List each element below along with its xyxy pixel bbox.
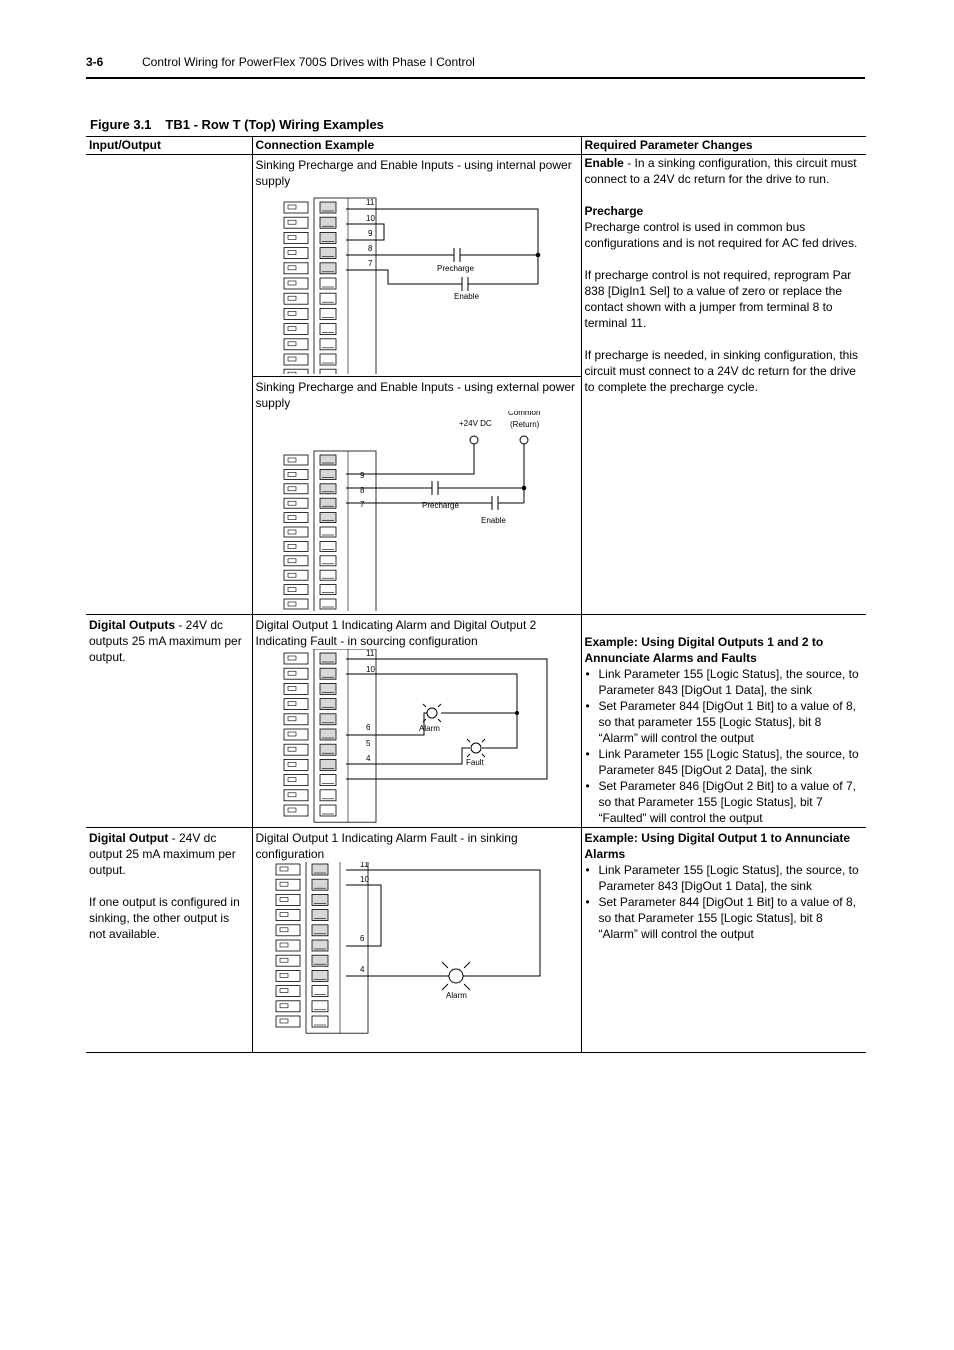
page-number: 3-6 (86, 55, 104, 69)
connection-cell-sourcing (252, 615, 581, 828)
enable-description: - In a sinking configuration, this circuit must connect to a 24V dc return for the drive to run. (584, 156, 857, 186)
io-cell-empty (86, 155, 252, 615)
terminal-screw (312, 910, 328, 921)
terminal-screw (312, 940, 328, 951)
alarm-label: Alarm (418, 724, 440, 733)
table-row (86, 828, 866, 1053)
terminal-screw (320, 513, 336, 523)
table-row (86, 615, 866, 828)
terminal-screw (320, 527, 336, 537)
terminal-screw (320, 775, 336, 786)
terminal-screw (320, 714, 336, 725)
terminal-screw (312, 1016, 328, 1027)
sinking-note: If precharge is needed, in sinking configuration, this circuit must connect to a 24V dc return for the drive to complete the precharge cycle. (584, 348, 858, 394)
terminal-screw (320, 469, 336, 479)
terminal-screw (320, 369, 336, 374)
precharge-label: Precharge (421, 501, 459, 510)
col-header-connection: Connection Example (252, 137, 581, 155)
terminal-screw (320, 744, 336, 755)
junction-dot (521, 486, 526, 491)
common-label: Common (507, 411, 540, 417)
io-term: Digital Outputs (89, 618, 175, 632)
col-header-io: Input/Output (86, 137, 252, 155)
terminal-screw (320, 759, 336, 770)
terminal-screw (320, 570, 336, 580)
header-rule (86, 77, 865, 79)
terminal-screw (320, 455, 336, 465)
terminal-label: 6 (365, 723, 370, 732)
terminal-screw (320, 556, 336, 566)
terminal-label: 5 (365, 739, 370, 748)
io-cell-digital-outputs (86, 615, 252, 828)
enable-label: Enable (453, 292, 479, 301)
terminal-screw (320, 263, 336, 274)
terminal-screw (320, 805, 336, 816)
junction-dot (535, 253, 540, 258)
example-caption: Sinking Precharge and Enable Inputs - using internal power supply (255, 158, 572, 188)
table-row (86, 155, 866, 377)
io-description: - 24V dc outputs 25 mA maximum per output. (89, 618, 242, 664)
fault-label: Fault (465, 758, 484, 767)
list-item: • Set Parameter 844 [DigOut 1 Bit] to a value of 8, so that Parameter 155 [Logic Status], bit 8 “Alarm” will control the output (599, 894, 864, 942)
table-header-row (86, 137, 866, 155)
wiring-diagram-sinking (256, 862, 576, 1042)
params-cell-output (581, 828, 866, 1053)
reprogram-note: If precharge control is not required, reprogram Par 838 [DigIn1 Sel] to a value of zero or replace the contact shown with a jumper from terminal 8 to terminal 11. (584, 268, 852, 330)
terminal-label: 11 (365, 198, 374, 207)
terminal-screw (320, 248, 336, 259)
terminal-screw (320, 202, 336, 213)
terminal-screw (320, 293, 336, 304)
list-item: • Set Parameter 846 [DigOut 2 Bit] to a value of 7, so that Parameter 155 [Logic Status], bit 7 “Faulted” will control the output (599, 778, 864, 826)
terminal-label: 7 (367, 259, 372, 268)
terminal-label: 10 (359, 875, 369, 884)
enable-term: Enable (584, 156, 624, 170)
col-header-params: Required Parameter Changes (581, 137, 866, 155)
figure-title (90, 117, 384, 132)
terminal-screw (312, 1001, 328, 1012)
terminal-screw (320, 278, 336, 289)
terminal-label: 10 (365, 214, 375, 223)
terminal-label: 6 (359, 934, 364, 943)
terminal-label: 9 (367, 229, 372, 238)
junction-dot (515, 711, 519, 715)
terminal-screw (320, 498, 336, 508)
terminal-screw (320, 232, 336, 243)
terminal-screw (320, 541, 336, 551)
io-note: If one output is configured in sinking, the other output is not available. (89, 895, 240, 941)
terminal-screw (320, 339, 336, 350)
connection-cell-sinking (252, 828, 581, 1053)
example-caption: Sinking Precharge and Enable Inputs - using external power supply (255, 380, 576, 410)
io-description: - 24V dc output 25 mA maximum per output. (89, 831, 236, 877)
wiring-examples-table (86, 136, 866, 1053)
terminal-label: 8 (367, 244, 372, 253)
list-item: • Link Parameter 155 [Logic Status], the source, to Parameter 843 [DigOut 1 Data], the sink (599, 666, 864, 698)
return-label: (Return) (509, 420, 539, 429)
terminal-screw (320, 599, 336, 609)
terminal-screw (320, 790, 336, 801)
example-caption: Digital Output 1 Indicating Alarm and Digital Output 2 Indicating Fault - in sourcing configuration (255, 618, 537, 648)
terminal-screw (320, 729, 336, 740)
list-item: • Set Parameter 844 [DigOut 1 Bit] to a value of 8, so that parameter 155 [Logic Status], bit 8 “Alarm” will control the output (599, 698, 864, 746)
terminal-screw (312, 894, 328, 905)
terminal-screw (320, 653, 336, 664)
terminal-screw (320, 699, 336, 710)
wiring (346, 870, 540, 976)
terminal-screw (320, 354, 336, 365)
terminal-screw (312, 864, 328, 875)
terminal-screw (320, 324, 336, 335)
common-terminal (520, 436, 528, 444)
enable-label: Enable (480, 516, 506, 525)
terminal-screw (320, 484, 336, 494)
wiring-diagram-external-supply (256, 411, 576, 611)
params-heading: Example: Using Digital Output 1 to Annunciate Alarms (584, 831, 851, 861)
supply-label: +24V DC (458, 419, 492, 428)
terminal-label: 10 (365, 665, 375, 674)
terminal-label: 8 (359, 486, 364, 495)
terminal-screw (312, 879, 328, 890)
connection-cell-internal (252, 155, 581, 377)
terminal-block (276, 862, 368, 1033)
supply-terminal (470, 436, 478, 444)
list-item: • Link Parameter 155 [Logic Status], the source, to Parameter 845 [DigOut 2 Data], the sink (599, 746, 864, 778)
figure-caption: TB1 - Row T (Top) Wiring Examples (165, 117, 384, 132)
terminal-label: 4 (359, 965, 364, 974)
list-item: • Link Parameter 155 [Logic Status], the source, to Parameter 843 [DigOut 1 Data], the sink (599, 862, 864, 894)
terminal-screw (312, 986, 328, 997)
wiring-diagram-sourcing (256, 649, 576, 825)
params-cell-precharge (581, 155, 866, 615)
terminal-block (284, 649, 376, 822)
terminal-screw (312, 970, 328, 981)
figure-number: Figure 3.1 (90, 117, 152, 132)
precharge-heading: Precharge (584, 204, 644, 218)
params-heading: Example: Using Digital Outputs 1 and 2 to Annunciate Alarms and Faults (584, 635, 824, 665)
terminal-label: 11 (365, 649, 374, 658)
terminal-label: 11 (359, 862, 368, 869)
params-cell-outputs (581, 615, 866, 828)
connection-cell-external (252, 377, 581, 615)
precharge-description: Precharge control is used in common bus configurations and is not required for AC fed drives. (584, 220, 858, 250)
terminal-screw (320, 668, 336, 679)
wiring-diagram-internal-supply (256, 189, 576, 374)
alarm-label: Alarm (445, 991, 467, 1000)
running-header-title: Control Wiring for PowerFlex 700S Drives with Phase I Control (142, 55, 475, 69)
terminal-screw (320, 585, 336, 595)
terminal-screw (312, 955, 328, 966)
terminal-screw (320, 308, 336, 319)
io-cell-digital-output (86, 828, 252, 1053)
precharge-label: Precharge (436, 264, 474, 273)
io-term: Digital Output (89, 831, 169, 845)
example-caption: Digital Output 1 Indicating Alarm Fault - in sinking configuration (255, 831, 518, 861)
terminal-screw (320, 683, 336, 694)
terminal-screw (312, 925, 328, 936)
terminal-screw (320, 217, 336, 228)
terminal-label: 4 (365, 754, 370, 763)
terminal-label: 7 (359, 500, 364, 509)
params-list (585, 666, 864, 826)
params-list (585, 862, 864, 942)
terminal-label: 9 (359, 471, 364, 480)
